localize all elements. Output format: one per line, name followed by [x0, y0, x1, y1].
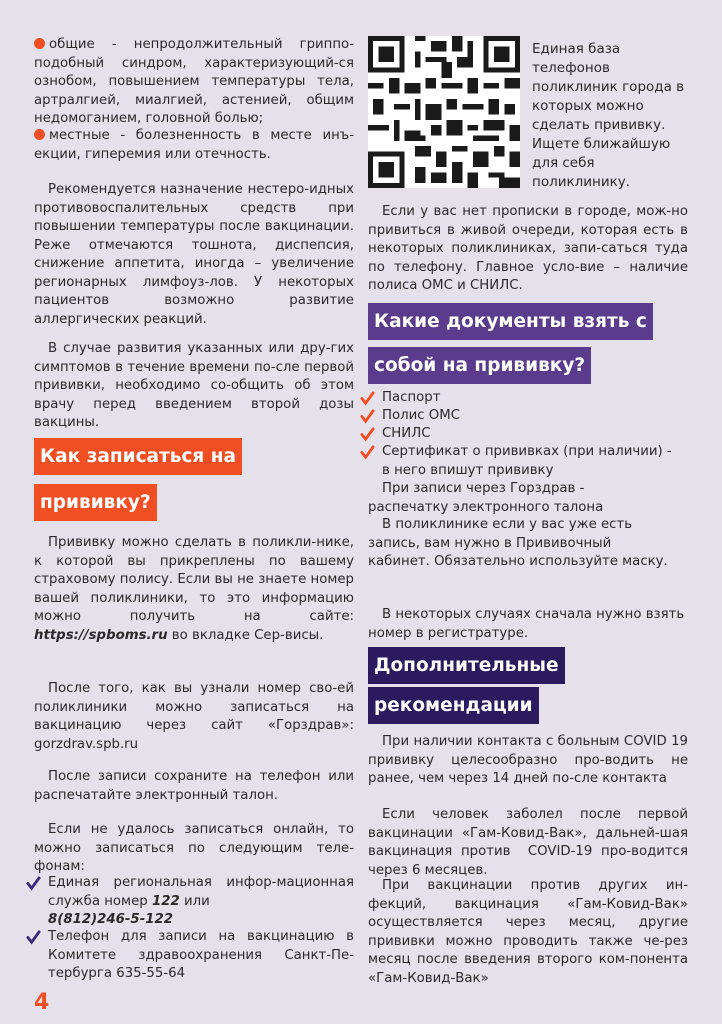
check-icon	[360, 427, 375, 442]
spboms-link[interactable]: https://spboms.ru	[34, 627, 168, 643]
gorzdrav-paragraph: После того, как вы узнали номер сво-ей поликлиники можно записаться на вакцинацию через сайт «Горздрав»: gorzdrav.spb.ru	[34, 681, 359, 752]
check-icon	[360, 445, 375, 460]
bullet-dot-icon	[34, 129, 45, 140]
doc-item-certificate: Сертификат о прививках (при наличии) - в него впишут прививку	[382, 444, 681, 478]
heading-signup-line2: прививку?	[34, 484, 157, 521]
phone1-item: Единая региональная инфор-мационная служба номер 122 или 8(812)246-5-122	[48, 875, 359, 927]
doc-item-snils: СНИЛС	[382, 426, 431, 441]
qr-code-icon	[368, 36, 520, 188]
doc-item-passport: Паспорт	[382, 390, 441, 405]
no-registration-paragraph: Если у вас нет прописки в городе, мож-но привиться в живой очереди, которая есть в некоторых поликлиниках, запи-саться туда по телефону. Главное усло-вие – наличие полиса ОМС и СНИЛС.	[368, 204, 693, 293]
heading-documents-line1: Какие документы взять с	[368, 303, 653, 340]
side-effects-local: местные - болезненность в месте инъ-екции, гиперемия или отечность.	[34, 128, 354, 162]
check-icon	[26, 930, 41, 945]
gorzdrav-note: При записи через Горздрав - распечатку электронного талона	[368, 481, 604, 515]
heading-extra-line2: рекомендации	[368, 687, 539, 724]
symptoms-paragraph: В случае развития указанных или дру-гих симптомов в течение времени по-сле первой прививки, необходимо со-общить об этом врачу перед введением второй дозы вакцины.	[34, 341, 359, 430]
side-effects-general: общие - непродолжительный гриппо-подобный синдром, характеризующий-ся ознобом, повышением температуры тела, артралгией, миалгией, астенией, общим недомоганием, головной болью;	[34, 37, 359, 126]
heading-signup-line1: Как записаться на	[34, 438, 242, 475]
bullet-dot-icon	[34, 38, 45, 49]
check-icon	[360, 391, 375, 406]
heading-documents-line2: собой на прививку?	[368, 347, 591, 384]
registry-note: В некоторых случаях сначала нужно взять номер в регистратуре.	[368, 607, 689, 641]
qr-caption: Единая база телефонов поликлиник города в которых можно сделать прививку. Ищете ближайшую для себя поликлинику.	[532, 41, 689, 190]
contact-paragraph: При наличии контакта с больным COVID 19 прививку целесообразно про-водить не ранее, чем через 14 дней по-сле контакта	[368, 734, 693, 786]
phones-intro: Если не удалось записаться онлайн, то можно записаться по следующим теле-фонам:	[34, 822, 359, 874]
doc-item-oms: Полис ОМС	[382, 408, 461, 423]
signup-paragraph: Прививку можно сделать в поликли-нике, к которой вы прикреплены по вашему страховому полису. Если вы не знаете номер вашей поликлиники, то это информацию можно получить на сайте: https://spboms.ru во вкладке Сер-висы.	[34, 535, 359, 643]
save-paragraph: После записи сохраните на телефон или распечатайте электронный талон.	[34, 769, 359, 803]
recommend-paragraph: Рекомендуется назначение нестеро-идных противовоспалительных средств при повышении температуры после вакцинации. Реже отмечаются тошнота, диспепсия, снижение аппетита, иногда – увеличение регионарных лимфоуз-лов. У некоторых пациентов возможно развитие аллергических реакций.	[34, 182, 359, 327]
sick-paragraph: Если человек заболел после первой вакцинации «Гам-Ковид-Вак», дальней-шая вакцинация против COVID-19 про-водится через 6 месяцев.	[368, 807, 693, 878]
check-icon	[26, 876, 41, 891]
other-paragraph: При вакцинации против других ин-фекций, вакцинация «Гам-Ковид-Вак» осуществляется через месяц, другие прививки можно проводить также че-рез месяц после введения второго ком-понента «Гам-Ковид-Вак»	[368, 878, 693, 986]
page-number: 4	[34, 990, 50, 1015]
phone2-item: Телефон для записи на вакцинацию в Комитете здравоохранения Санкт-Пе-тербурга 635-55-64	[48, 929, 359, 981]
phone1-alt[interactable]: 8(812)246-5-122	[48, 912, 173, 927]
clinic-note: В поликлинике если у вас уже есть запись, вам нужно в Прививочный кабинет. Обязательно используйте маску.	[368, 517, 668, 569]
heading-extra-line1: Дополнительные	[368, 647, 565, 684]
check-icon	[360, 409, 375, 424]
